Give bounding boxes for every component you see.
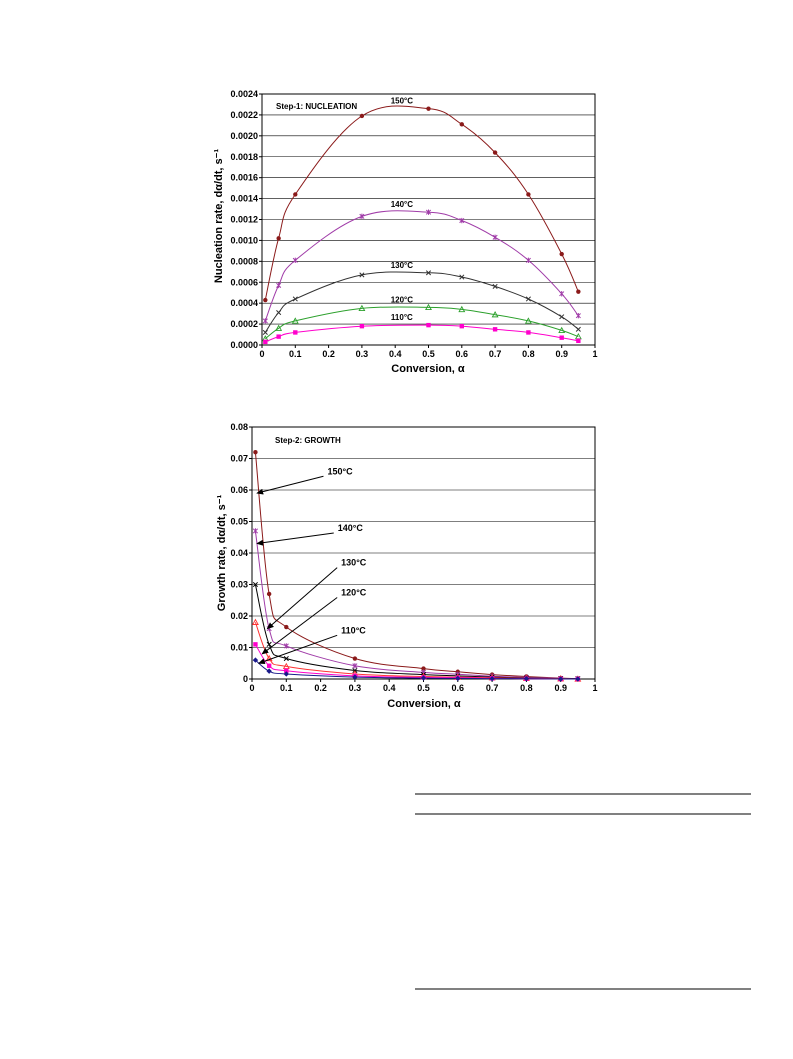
- annotation-label: 120°C: [341, 587, 367, 598]
- data-point: [576, 313, 580, 318]
- x-tick-label: 0.6: [455, 349, 469, 359]
- series-line: [265, 325, 578, 342]
- nucleation-chart: [213, 89, 598, 375]
- data-point: [526, 192, 530, 196]
- growth-chart-title: Step-2: GROWTH: [275, 436, 341, 445]
- data-point: [276, 236, 280, 240]
- data-point: [493, 327, 497, 331]
- series-line: [265, 106, 578, 300]
- series-line: [255, 452, 577, 679]
- data-point: [353, 656, 357, 660]
- y-tick-label: 0.0002: [230, 319, 258, 330]
- nucleation-series: [263, 106, 581, 344]
- series-group: [253, 582, 580, 681]
- y-tick-label: 0.0022: [230, 109, 258, 120]
- growth-grid: [252, 459, 595, 648]
- x-tick-label: 0.8: [520, 683, 533, 693]
- y-tick-label: 0.0010: [230, 235, 258, 246]
- data-point: [293, 330, 297, 334]
- y-tick-label: 0.0018: [230, 151, 258, 162]
- data-point: [284, 643, 288, 648]
- annotation-label: 130°C: [341, 557, 367, 568]
- x-tick-label: 1: [592, 683, 598, 693]
- data-point: [276, 334, 280, 338]
- x-tick-label: 1: [592, 349, 598, 359]
- data-point: [576, 339, 580, 343]
- data-point: [253, 642, 257, 646]
- y-tick-label: 0.0012: [230, 214, 258, 225]
- data-point: [267, 592, 271, 596]
- data-point: [526, 330, 530, 334]
- growth-y-axis-title: Growth rate, dα/dt, s⁻¹: [216, 494, 228, 612]
- x-tick-label: 0.1: [280, 683, 293, 693]
- data-point: [560, 315, 564, 319]
- data-point: [263, 298, 267, 302]
- data-point: [560, 335, 564, 339]
- nucleation-series-labels: [391, 97, 414, 322]
- nucleation-x-axis-title: Conversion, α: [391, 363, 465, 375]
- annotation-arrow: [262, 598, 337, 654]
- series-label: 150°C: [390, 96, 414, 106]
- data-point: [253, 528, 257, 533]
- y-tick-label: 0.0008: [230, 256, 258, 267]
- data-point: [426, 106, 430, 110]
- growth-x-axis-title: Conversion, α: [387, 698, 461, 710]
- annotation-arrow: [257, 476, 323, 493]
- x-tick-label: 0.5: [422, 349, 435, 359]
- y-tick-label: 0.07: [230, 453, 248, 464]
- annotation-label: 110°C: [341, 625, 366, 636]
- data-point: [576, 289, 580, 293]
- series-group: [253, 450, 580, 681]
- data-point: [276, 310, 280, 314]
- data-point: [266, 668, 271, 673]
- annotation-arrow: [267, 568, 337, 629]
- data-point: [560, 252, 564, 256]
- x-tick-label: 0.6: [451, 683, 465, 693]
- x-tick-label: 0.1: [289, 349, 302, 359]
- series-label: 130°C: [390, 260, 414, 270]
- y-tick-label: 0.06: [230, 485, 248, 495]
- data-point: [293, 192, 297, 196]
- growth-annotations: [257, 466, 367, 663]
- series-label: 120°C: [390, 295, 414, 305]
- y-tick-label: 0.0006: [230, 277, 258, 288]
- series-line: [265, 211, 578, 321]
- growth-chart: [216, 422, 598, 710]
- x-tick-label: 0: [249, 683, 255, 693]
- y-tick-label: 0.0000: [230, 340, 258, 350]
- series-line: [255, 585, 577, 679]
- nucleation-y-ticks: [230, 89, 262, 350]
- data-point: [293, 297, 297, 301]
- data-point: [360, 114, 364, 118]
- data-point: [526, 258, 530, 263]
- x-tick-label: 0.5: [417, 683, 430, 693]
- x-tick-label: 0.8: [522, 349, 535, 359]
- y-tick-label: 0: [242, 674, 248, 684]
- data-point: [460, 218, 464, 223]
- annotation-arrow: [257, 533, 334, 544]
- x-tick-label: 0.2: [314, 683, 327, 693]
- x-tick-label: 0.9: [554, 683, 567, 693]
- x-tick-label: 0.3: [348, 683, 362, 693]
- data-point: [276, 283, 280, 288]
- nucleation-y-axis-title: Nucleation rate, dα/dt, s⁻¹: [213, 148, 225, 284]
- y-tick-label: 0.0014: [230, 193, 258, 204]
- x-tick-label: 0.7: [485, 683, 499, 693]
- y-tick-label: 0.04: [230, 548, 248, 558]
- y-tick-label: 0.0016: [230, 172, 258, 183]
- x-tick-label: 0.9: [555, 349, 568, 359]
- y-tick-label: 0.05: [230, 516, 248, 527]
- x-tick-label: 0.3: [355, 349, 369, 359]
- data-point: [267, 664, 271, 668]
- series-group: [263, 209, 580, 323]
- x-tick-label: 0.7: [488, 349, 502, 359]
- y-tick-label: 0.08: [230, 422, 248, 432]
- nucleation-grid: [262, 115, 595, 324]
- series-label: 140°C: [390, 200, 414, 210]
- growth-y-ticks: [230, 422, 252, 684]
- growth-x-ticks: [249, 679, 597, 693]
- y-tick-label: 0.01: [230, 642, 248, 653]
- x-tick-label: 0.4: [382, 683, 396, 693]
- data-point: [263, 318, 267, 323]
- nucleation-chart-title: Step-1: NUCLEATION: [276, 102, 358, 111]
- nucleation-x-ticks: [259, 345, 597, 359]
- data-point: [360, 324, 364, 328]
- annotation-label: 140°C: [337, 522, 363, 533]
- x-tick-label: 0: [259, 349, 265, 359]
- y-tick-label: 0.0024: [230, 89, 258, 99]
- y-tick-label: 0.03: [230, 579, 248, 590]
- y-tick-label: 0.0020: [230, 130, 258, 141]
- data-point: [560, 291, 564, 296]
- data-point: [293, 258, 297, 263]
- data-point: [284, 625, 288, 629]
- data-point: [263, 340, 267, 344]
- y-tick-label: 0.02: [230, 611, 248, 621]
- data-point: [493, 235, 497, 240]
- data-point: [493, 150, 497, 154]
- growth-series: [253, 450, 581, 682]
- series-group: [263, 305, 581, 341]
- series-line: [255, 622, 577, 679]
- data-point: [576, 327, 580, 331]
- data-point: [253, 450, 257, 454]
- series-label: 110°C: [390, 313, 413, 323]
- data-point: [426, 323, 430, 327]
- x-tick-label: 0.2: [322, 349, 335, 359]
- data-point: [526, 297, 530, 301]
- series-group: [263, 323, 580, 344]
- data-point: [267, 642, 271, 646]
- series-group: [253, 528, 580, 681]
- y-tick-label: 0.0004: [230, 298, 258, 309]
- data-point: [460, 324, 464, 328]
- x-tick-label: 0.4: [388, 349, 402, 359]
- annotation-label: 150°C: [327, 466, 353, 477]
- data-point: [263, 330, 267, 334]
- data-point: [460, 122, 464, 126]
